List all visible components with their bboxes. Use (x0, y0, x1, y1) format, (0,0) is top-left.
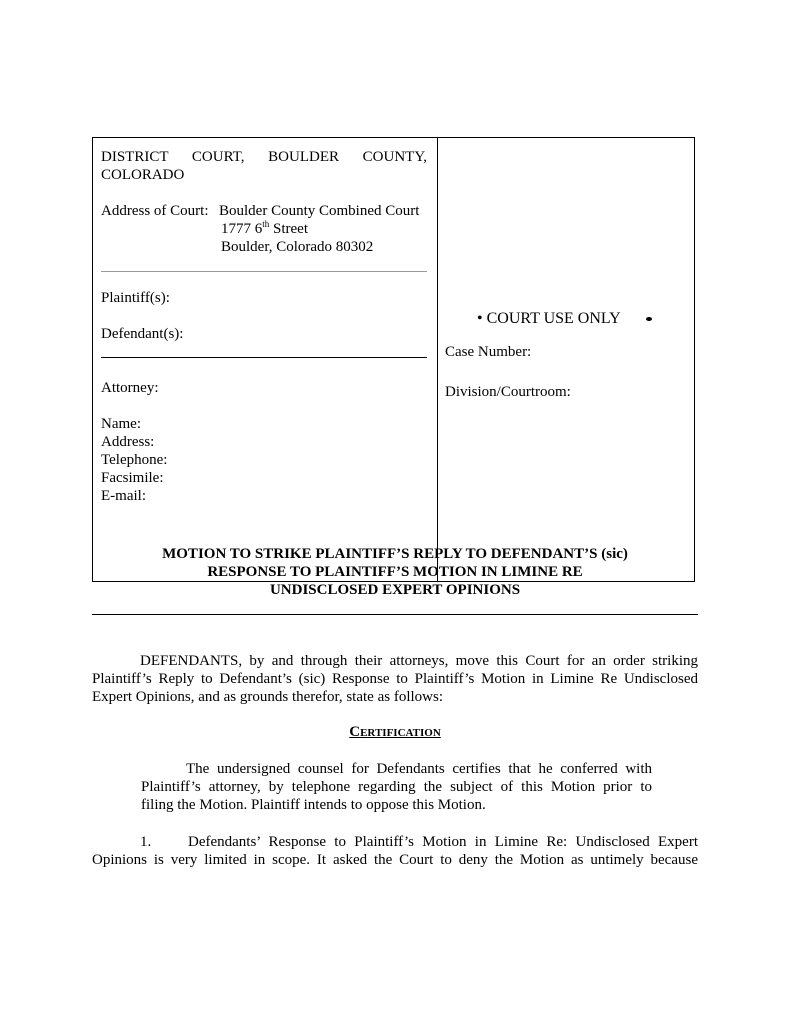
motion-title-line3: UNDISCLOSED EXPERT OPINIONS (269, 582, 521, 598)
motion-title-line1: MOTION TO STRIKE PLAINTIFF’S REPLY TO DEFENDANT’S (sic) (162, 546, 628, 562)
ordinal-suffix: th (262, 219, 270, 229)
division-courtroom-label: Division/Courtroom: (445, 384, 571, 400)
intro-paragraph-line1 (140, 652, 698, 670)
court-address-label: Address of Court: (101, 203, 209, 219)
court-address-line2 (221, 220, 308, 238)
parties-rule (101, 357, 427, 358)
cert-paragraph-line2: Plaintiff’s attorney, by telephone regarding the subject of this Motion prior to (141, 779, 652, 795)
bullet-icon (646, 317, 652, 321)
paragraph-1-line1 (188, 833, 698, 851)
cert-line1-text: The undersigned counsel for Defendants certifies that he conferred with (186, 761, 652, 777)
intro-paragraph-line2: Plaintiff’s Reply to Defendant’s (sic) Response to Plaintiff’s Motion in Limine Re Undisclosed (92, 671, 698, 687)
certification-heading (92, 723, 698, 742)
caption-divider (437, 137, 438, 582)
court-name: DISTRICT COURT, BOULDER COUNTY, (101, 149, 427, 165)
cert-paragraph-line1 (186, 760, 652, 778)
plaintiff-label: Plaintiff(s): (101, 290, 170, 306)
court-use-only-label: • COURT USE ONLY (477, 310, 621, 327)
attorney-address-label: Address: (101, 434, 155, 450)
title-rule (92, 614, 698, 615)
caption-thin-rule (101, 271, 427, 272)
intro-line1-text: DEFENDANTS, by and through their attorneys, move this Court for an order striking (140, 653, 698, 669)
attorney-facsimile-label: Facsimile: (101, 470, 164, 486)
street-number: 1777 6 (221, 221, 263, 237)
attorney-name-label: Name: (101, 416, 141, 432)
motion-title-line2: RESPONSE TO PLAINTIFF’S MOTION IN LIMINE RE (207, 564, 583, 580)
heading-rest: ERTIFICATION (360, 727, 441, 739)
cert-paragraph-line3: filing the Motion. Plaintiff intends to oppose this Motion. (141, 797, 486, 813)
court-address-line3: Boulder, Colorado 80302 (221, 239, 374, 255)
case-number-label: Case Number: (445, 344, 532, 360)
heading-initial: C (349, 724, 361, 740)
attorney-telephone-label: Telephone: (101, 452, 168, 468)
defendant-label: Defendant(s): (101, 326, 184, 342)
paragraph-number-1: 1. (140, 834, 152, 850)
court-address-line1: Boulder County Combined Court (219, 203, 420, 219)
attorney-label: Attorney: (101, 380, 159, 396)
attorney-email-label: E-mail: (101, 488, 146, 504)
court-state: COLORADO (101, 167, 185, 183)
p1-line1-text: Defendants’ Response to Plaintiff’s Motion in Limine Re: Undisclosed Expert (188, 834, 698, 850)
intro-paragraph-line3: Expert Opinions, and as grounds therefor, state as follows: (92, 689, 443, 705)
paragraph-1-line2: Opinions is very limited in scope. It asked the Court to deny the Motion as untimely because (92, 852, 698, 868)
street-name: Street (269, 221, 309, 237)
